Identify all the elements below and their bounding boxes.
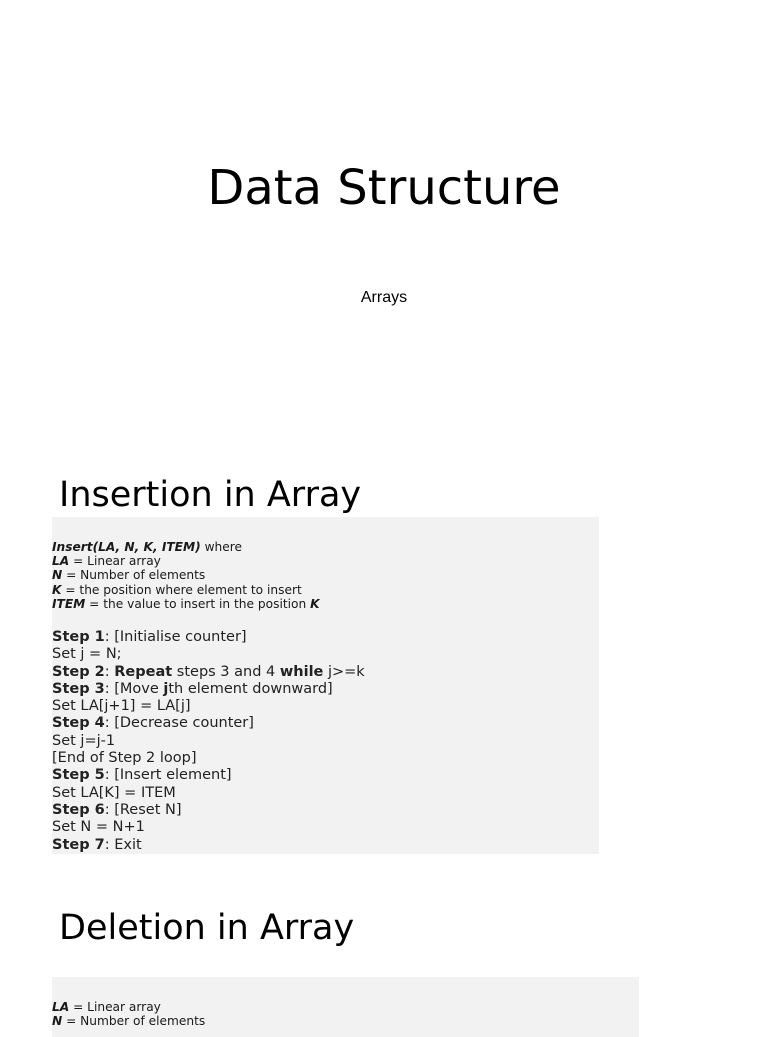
insert-signature: Insert(LA, N, K, ITEM): [52, 540, 201, 554]
keyword-j: j: [163, 680, 169, 697]
step-text: : Exit: [104, 836, 142, 853]
deletion-algorithm-box: [52, 977, 639, 1037]
step-line: [52, 837, 365, 854]
step-text: :: [104, 663, 115, 680]
step-text: : [Decrease counter]: [104, 715, 254, 732]
step-label: Step 1: [52, 629, 105, 645]
definition-desc: = Number of elements: [62, 568, 206, 583]
keyword-while: while: [279, 663, 324, 680]
definition-term: LA: [52, 554, 70, 569]
code-line: Set j = N;: [52, 646, 122, 663]
step-text: : [Move: [104, 680, 164, 697]
deletion-definitions: [52, 1000, 205, 1028]
step-text: th element downward]: [168, 680, 333, 697]
page-title: Data Structure: [207, 160, 561, 216]
code-line: Set N = N+1: [52, 819, 145, 836]
step-label: Step 3: [52, 680, 105, 697]
definition-line: [52, 1014, 205, 1028]
step-line: [52, 681, 365, 698]
definition-term: LA: [52, 1000, 70, 1014]
insertion-steps: [52, 629, 365, 854]
definition-term: N: [52, 568, 63, 583]
step-line: [52, 802, 365, 819]
step-label: Step 5: [52, 767, 105, 784]
step-text: steps 3 and 4: [172, 663, 280, 680]
definition-desc: = the value to insert in the position: [85, 596, 311, 611]
insertion-algorithm-box: [52, 517, 599, 854]
definition-desc: = Linear array: [69, 554, 161, 569]
step-label: Step 2: [52, 663, 105, 680]
step-line: [52, 664, 365, 681]
definition-desc: = Number of elements: [62, 1014, 206, 1029]
step-text: j>=k: [323, 663, 365, 680]
step-label: Step 7: [52, 836, 105, 853]
definition-term: ITEM: [52, 596, 86, 611]
definition-term: K: [52, 582, 62, 597]
insert-signature-line: [52, 540, 320, 554]
code-line: Set LA[K] = ITEM: [52, 784, 176, 801]
definition-desc: = Linear array: [69, 1000, 161, 1014]
definition-line: [52, 568, 320, 582]
insertion-definitions: [52, 540, 320, 611]
definition-tail: K: [310, 596, 320, 611]
page-subtitle: Arrays: [360, 289, 408, 306]
deletion-heading: Deletion in Array: [59, 908, 355, 948]
step-label: Step 4: [52, 715, 105, 732]
definition-line: [52, 554, 320, 568]
step-text: : [Insert element]: [104, 767, 232, 784]
step-text: : [Initialise counter]: [104, 629, 247, 645]
step-line: [52, 715, 365, 732]
code-line: [End of Step 2 loop]: [52, 750, 197, 767]
definition-line: [52, 583, 320, 597]
step-line: [52, 767, 365, 784]
definition-line: [52, 597, 320, 611]
insert-where: where: [200, 540, 243, 554]
step-line: [52, 629, 365, 646]
step-label: Step 6: [52, 801, 105, 818]
definition-line: [52, 1000, 205, 1014]
code-line: Set j=j-1: [52, 732, 116, 749]
insertion-heading: Insertion in Array: [59, 475, 362, 515]
definition-term: N: [52, 1014, 63, 1029]
definition-desc: = the position where element to insert: [61, 582, 302, 597]
keyword-repeat: Repeat: [114, 663, 173, 680]
step-text: : [Reset N]: [104, 801, 182, 818]
code-line: Set LA[j+1] = LA[j]: [52, 698, 191, 715]
